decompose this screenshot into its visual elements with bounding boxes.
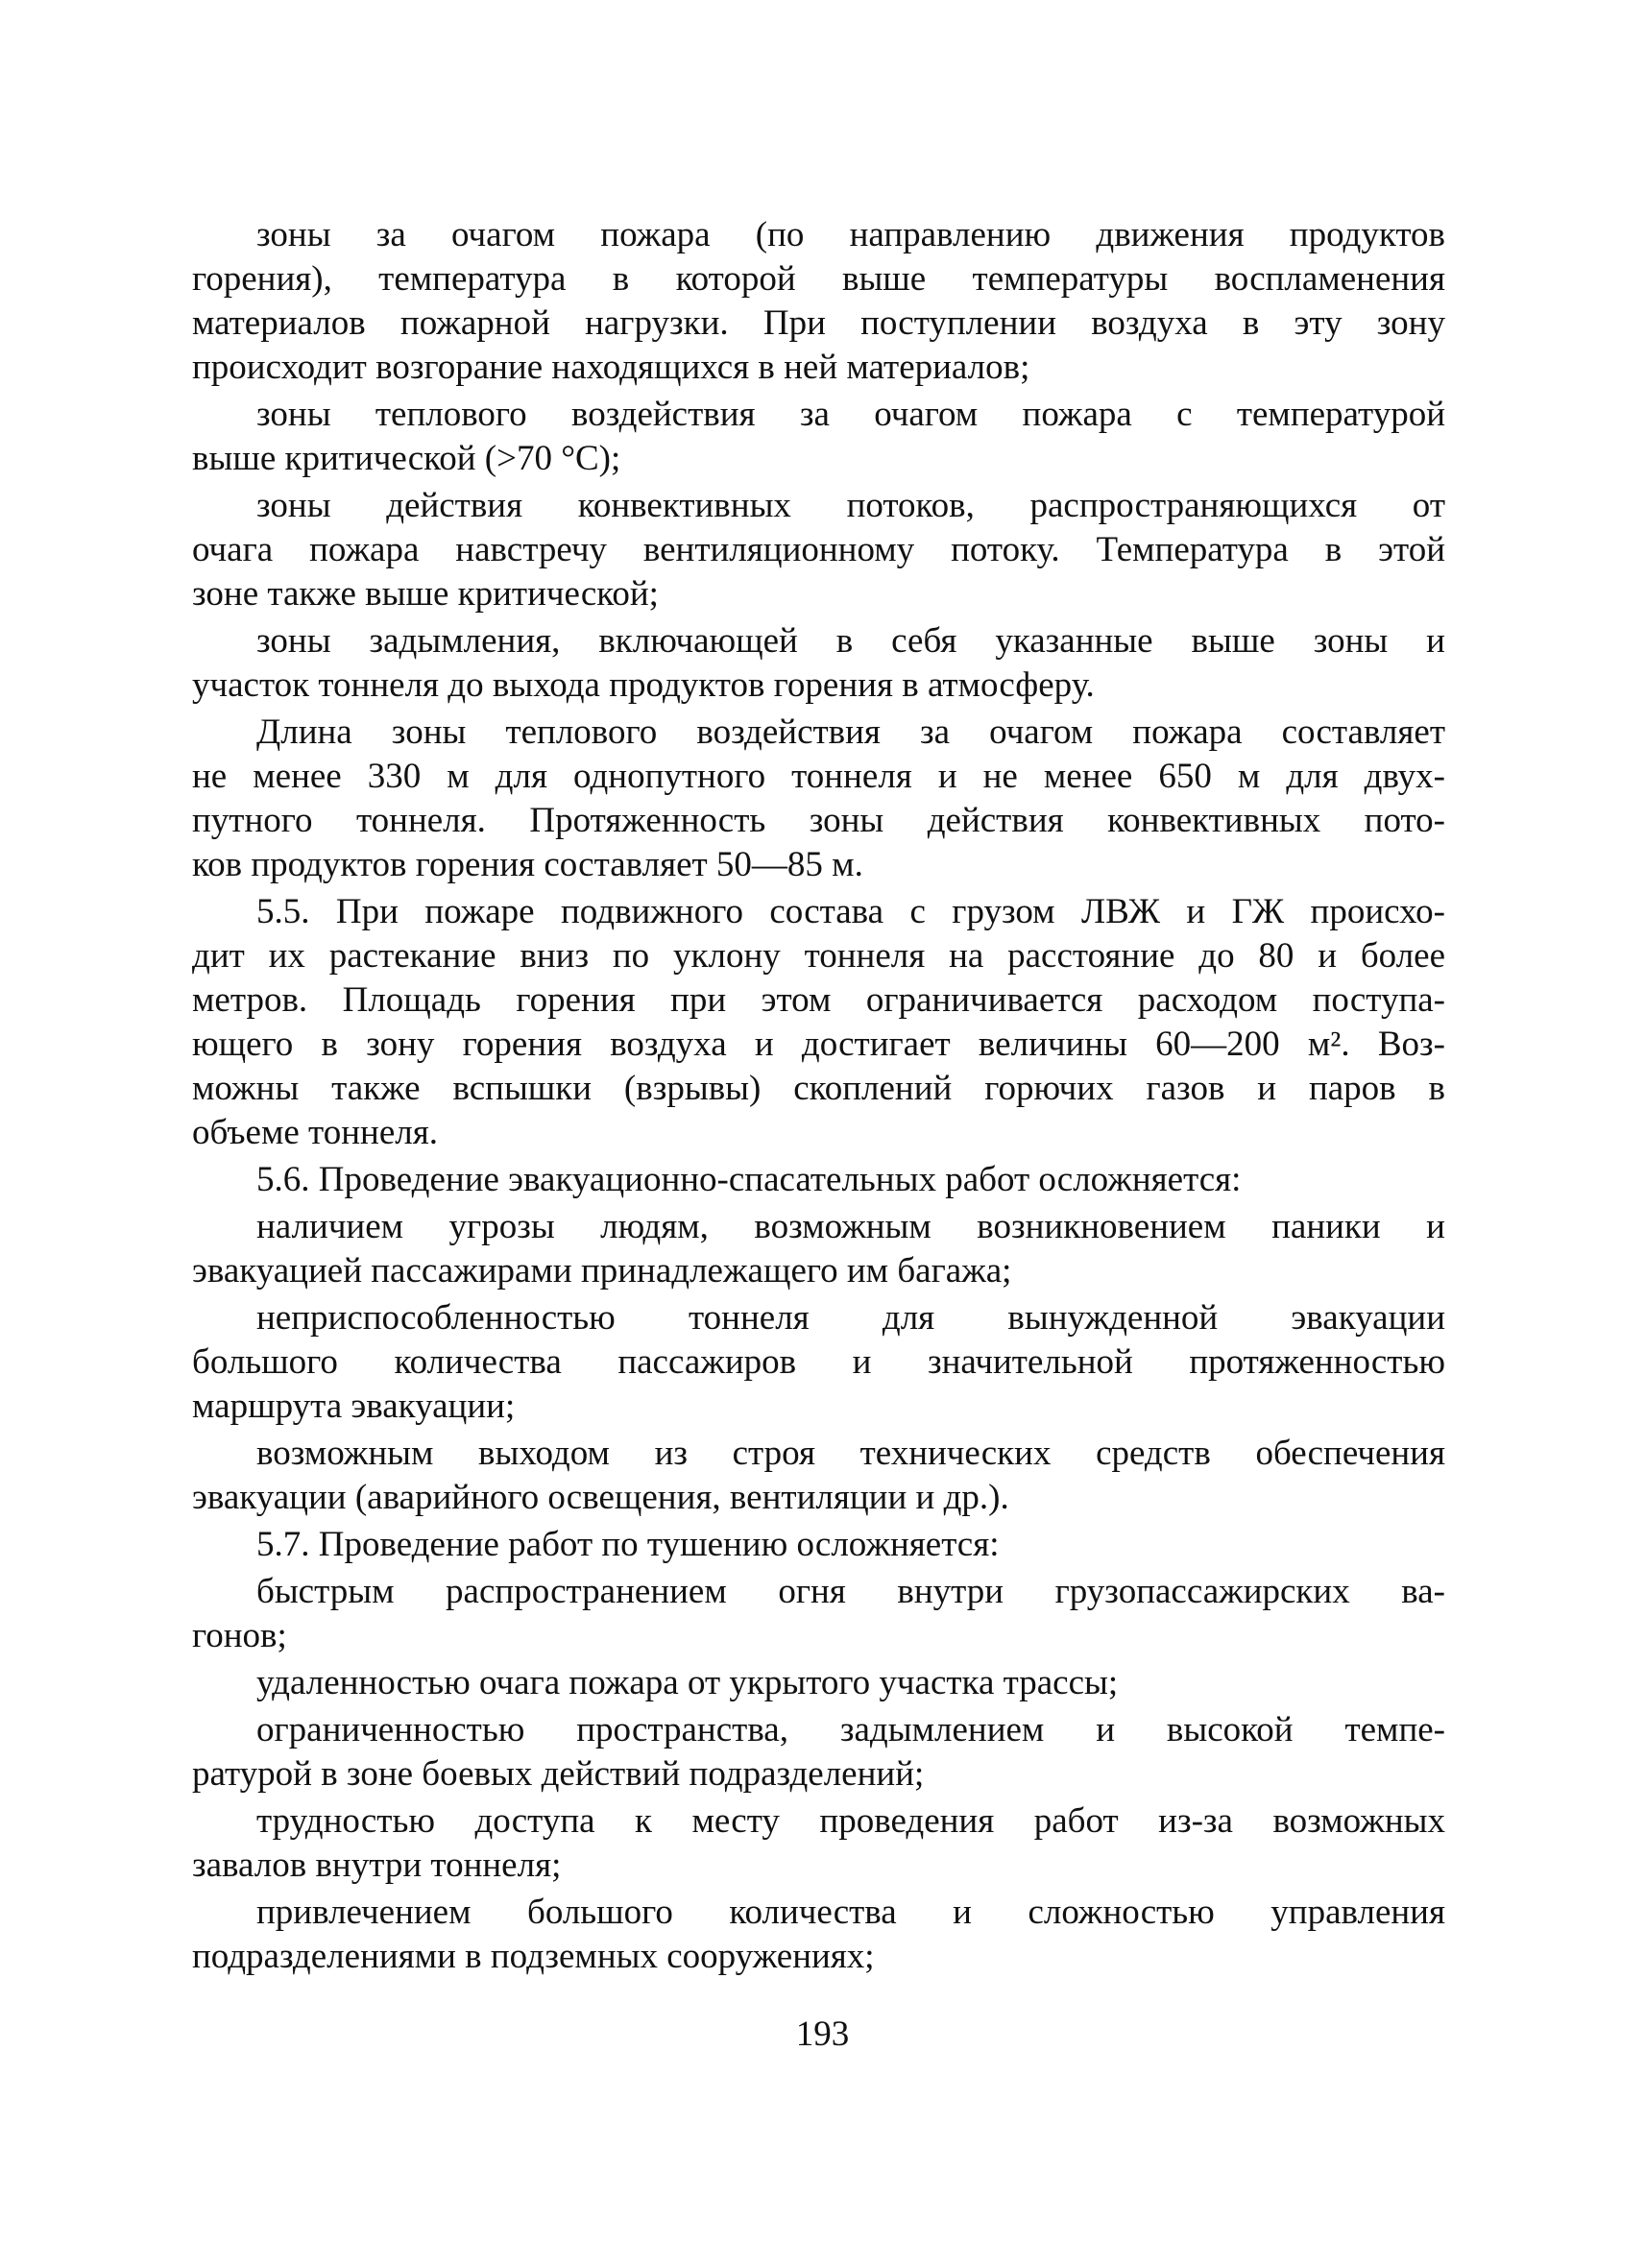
text-line: очага пожара навстречу вентиляционному потоку. Температура в этой [192, 530, 1445, 569]
paragraph [192, 1205, 1445, 1293]
text-line: объеме тоннеля. [192, 1113, 438, 1152]
page-number: 193 [795, 2015, 850, 2054]
text-line: зоны теплового воздействия за очагом пожара с температурой [256, 395, 1445, 434]
text-line: привлечением большого количества и сложностью управления [256, 1893, 1445, 1932]
text-line: горения), температура в которой выше температуры воспламенения [192, 259, 1445, 299]
text-line: наличием угрозы людям, возможным возникновением паники и [256, 1207, 1445, 1246]
paragraph [192, 1661, 1445, 1705]
text-line: ющего в зону горения воздуха и достигает величины 60—200 м². Воз- [192, 1025, 1445, 1064]
text-line: завалов внутри тоннеля; [192, 1846, 562, 1885]
text-line: удаленностью очага пожара от укрытого участка трассы; [256, 1663, 1119, 1702]
text-line: трудностью доступа к месту проведения работ из-за возможных [256, 1801, 1445, 1841]
text-line: 5.5. При пожаре подвижного состава с грузом ЛВЖ и ГЖ происхо- [256, 892, 1445, 931]
paragraph [192, 1891, 1445, 1979]
text-line: Длина зоны теплового воздействия за очагом пожара составляет [256, 712, 1445, 752]
text-line: 5.6. Проведение эвакуационно-спасательных работ осложняется: [256, 1160, 1242, 1199]
text-line: зоны действия конвективных потоков, распространяющихся от [256, 486, 1445, 525]
paragraph [192, 393, 1445, 481]
paragraph [192, 1570, 1445, 1658]
text-line: зоны задымления, включающей в себя указанные выше зоны и [256, 621, 1445, 661]
text-line: зоны за очагом пожара (по направлению движения продуктов [256, 215, 1445, 254]
text-line: можны также вспышки (взрывы) скоплений горючих газов и паров в [192, 1069, 1445, 1108]
paragraph [192, 1708, 1445, 1797]
text-line: эвакуации (аварийного освещения, вентиляции и др.). [192, 1478, 1009, 1517]
text-line: материалов пожарной нагрузки. При поступлении воздуха в эту зону [192, 303, 1445, 343]
text-line: маршрута эвакуации; [192, 1387, 516, 1426]
text-line: путного тоннеля. Протяженность зоны действия конвективных пото- [192, 801, 1445, 840]
text-line: ков продуктов горения составляет 50—85 м. [192, 845, 863, 884]
text-line: эвакуацией пассажирами принадлежащего им багажа; [192, 1251, 1012, 1291]
text-line: не менее 330 м для однопутного тоннеля и не менее 650 м для двух- [192, 757, 1445, 796]
paragraph [192, 619, 1445, 708]
paragraph [192, 1523, 1445, 1567]
paragraph [192, 484, 1445, 616]
paragraph [192, 1799, 1445, 1888]
text-line: ратурой в зоне боевых действий подразделений; [192, 1754, 925, 1794]
text-line: подразделениями в подземных сооружениях; [192, 1937, 875, 1976]
text-line: возможным выходом из строя технических средств обеспечения [256, 1434, 1445, 1473]
text-line: гонов; [192, 1616, 287, 1655]
text-line: 5.7. Проведение работ по тушению осложняется: [256, 1525, 1000, 1564]
paragraph [192, 711, 1445, 887]
paragraph [192, 213, 1445, 390]
text-line: зоне также выше критической; [192, 574, 659, 614]
text-line: большого количества пассажиров и значительной протяженностью [192, 1342, 1445, 1382]
paragraph [192, 890, 1445, 1155]
text-line: дит их растекание вниз по уклону тоннеля на расстояние до 80 и более [192, 936, 1445, 976]
paragraph [192, 1296, 1445, 1429]
text-line: метров. Площадь горения при этом ограничивается расходом поступа- [192, 980, 1445, 1020]
text-line: неприспособленностью тоннеля для вынужденной эвакуации [256, 1298, 1445, 1338]
paragraph [192, 1432, 1445, 1520]
text-line: выше критической (>70 °С); [192, 439, 621, 478]
text-line: быстрым распространением огня внутри грузопассажирских ва- [256, 1572, 1445, 1611]
text-line: ограниченностью пространства, задымлением и высокой темпе- [256, 1710, 1445, 1749]
text-line: происходит возгорание находящихся в ней материалов; [192, 348, 1030, 387]
paragraph [192, 1158, 1445, 1202]
text-line: участок тоннеля до выхода продуктов горения в атмосферу. [192, 665, 1095, 705]
document-body [192, 213, 1445, 1982]
